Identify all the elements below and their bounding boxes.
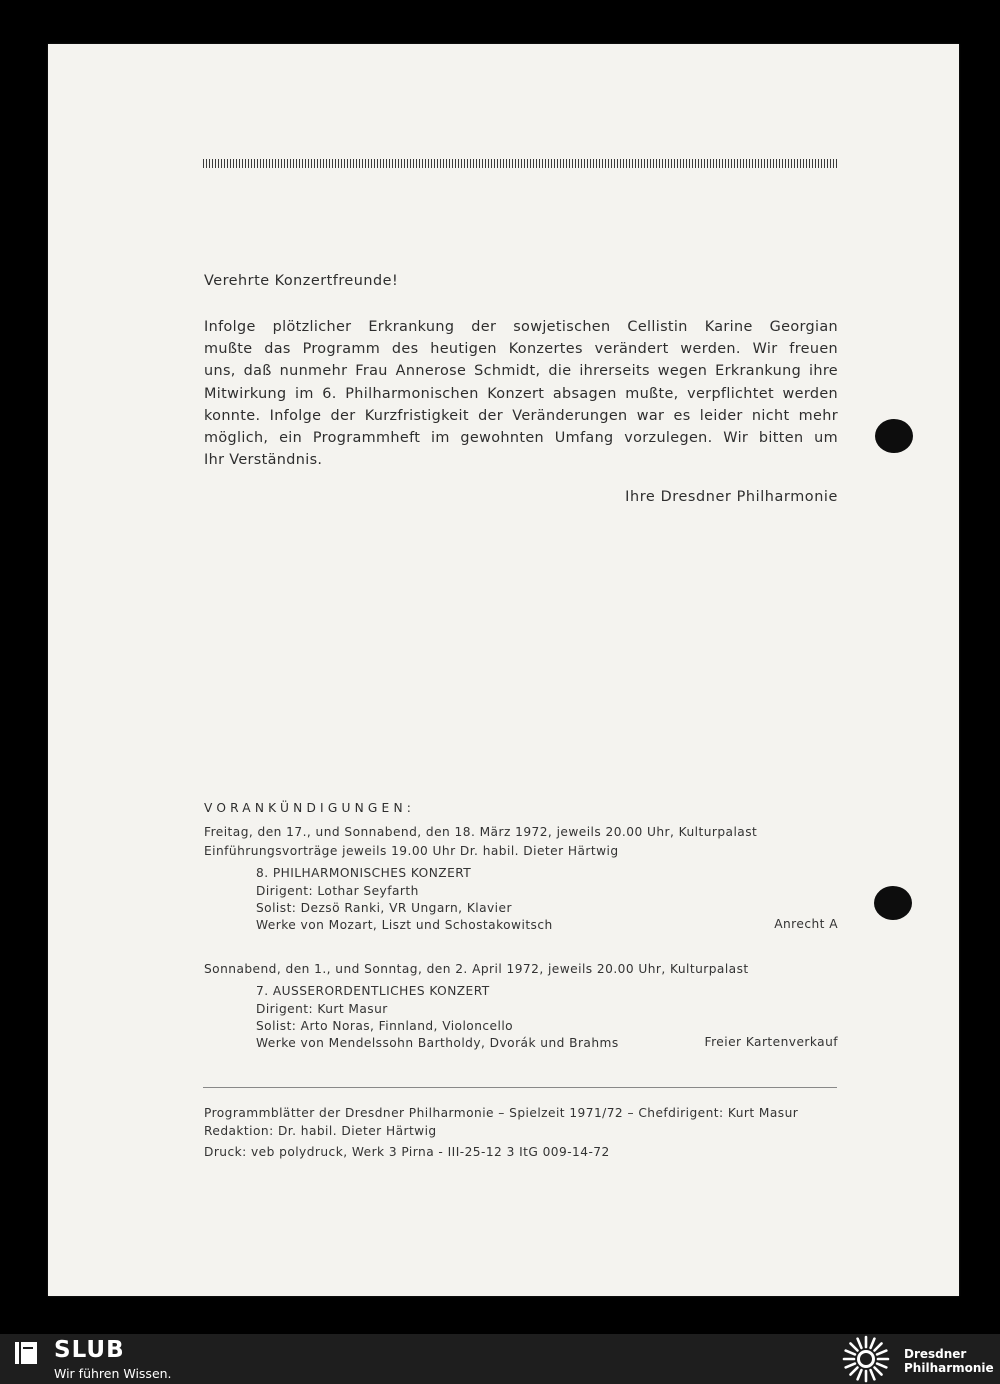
concert1-title: 8. PHILHARMONISCHES KONZERT <box>256 866 472 880</box>
logo-ray <box>846 1364 855 1368</box>
imprint-line2: Redaktion: Dr. habil. Dieter Härtwig <box>204 1124 437 1138</box>
logo-ray <box>858 1339 862 1348</box>
logo-ray <box>850 1343 857 1350</box>
punch-hole <box>874 886 912 920</box>
letter-greeting: Verehrte Konzertfreunde! <box>204 273 399 289</box>
library-tagline: Wir führen Wissen. <box>54 1366 172 1381</box>
letter-body <box>204 316 838 471</box>
concert2-date: Sonnabend, den 1., und Sonntag, den 2. April 1972, jeweils 20.00 Uhr, Kulturpalast <box>204 962 749 976</box>
concert2-conductor: Dirigent: Kurt Masur <box>256 1002 388 1016</box>
document-page <box>48 44 959 1296</box>
concert1-date: Freitag, den 17., und Sonnabend, den 18. März 1972, jeweils 20.00 Uhr, Kulturpalast <box>204 825 758 839</box>
book-icon <box>12 1339 40 1367</box>
imprint-line3: Druck: veb polydruck, Werk 3 Pirna - III-25-12 3 ItG 009-14-72 <box>204 1145 610 1159</box>
concert2-soloist: Solist: Arto Noras, Finnland, Violoncello <box>256 1019 514 1033</box>
letter-line: möglich, ein Programmheft im gewohnten Umfang vorzulegen. Wir bitten um <box>204 429 838 446</box>
logo-ray <box>877 1351 886 1355</box>
sunburst-logo-icon <box>840 1334 892 1384</box>
partner-name-line2: Philharmonie <box>904 1361 994 1375</box>
announcements-heading: VORANKÜNDIGUNGEN: <box>204 801 416 815</box>
logo-ray <box>858 1370 862 1379</box>
concert1-note: Anrecht A <box>774 917 838 931</box>
concert1-conductor: Dirigent: Lothar Seyfarth <box>256 884 419 898</box>
divider-rule <box>203 1087 837 1088</box>
letter-line: Ihr Verständnis. <box>204 452 323 469</box>
letter-line: uns, daß nunmehr Frau Annerose Schmidt, die ihrerseits wegen Erkrankung ihre <box>204 363 838 380</box>
concert1-intro: Einführungsvorträge jeweils 19.00 Uhr Dr. habil. Dieter Härtwig <box>204 844 619 858</box>
concert1-works: Werke von Mozart, Liszt und Schostakowitsch <box>256 918 553 932</box>
concert2-note: Freier Kartenverkauf <box>704 1035 838 1049</box>
logo-ray <box>874 1343 881 1350</box>
concert1-soloist: Solist: Dezsö Ranki, VR Ungarn, Klavier <box>256 901 512 915</box>
logo-ray <box>871 1370 875 1379</box>
concert2-title: 7. AUSSERORDENTLICHES KONZERT <box>256 984 490 998</box>
punch-hole <box>875 419 913 453</box>
partner-name <box>904 1347 994 1375</box>
logo-ray <box>877 1364 886 1368</box>
logo-ray <box>874 1367 881 1374</box>
logo-ray <box>871 1339 875 1348</box>
concert2-works: Werke von Mendelssohn Bartholdy, Dvorák und Brahms <box>256 1036 619 1050</box>
imprint-line1: Programmblätter der Dresdner Philharmonie – Spielzeit 1971/72 – Chefdirigent: Kurt Masur <box>204 1106 799 1120</box>
letter-line: Mitwirkung im 6. Philharmonischen Konzert absagen mußte, verpflichtet werden <box>204 385 838 402</box>
letter-line: konnte. Infolge der Kurzfristigkeit der Veränderungen war es leider nicht mehr <box>204 407 838 424</box>
partner-name-line1: Dresdner <box>904 1347 967 1361</box>
decorative-top-rule <box>203 159 837 168</box>
logo-ray <box>850 1367 857 1374</box>
logo-ray <box>846 1351 855 1355</box>
library-name: SLUB <box>54 1337 125 1363</box>
letter-signature: Ihre Dresdner Philharmonie <box>625 489 838 505</box>
letter-line: Infolge plötzlicher Erkrankung der sowjetischen Cellistin Karine Georgian <box>204 319 838 335</box>
letter-line: mußte das Programm des heutigen Konzertes verändert werden. Wir freuen <box>204 341 838 358</box>
